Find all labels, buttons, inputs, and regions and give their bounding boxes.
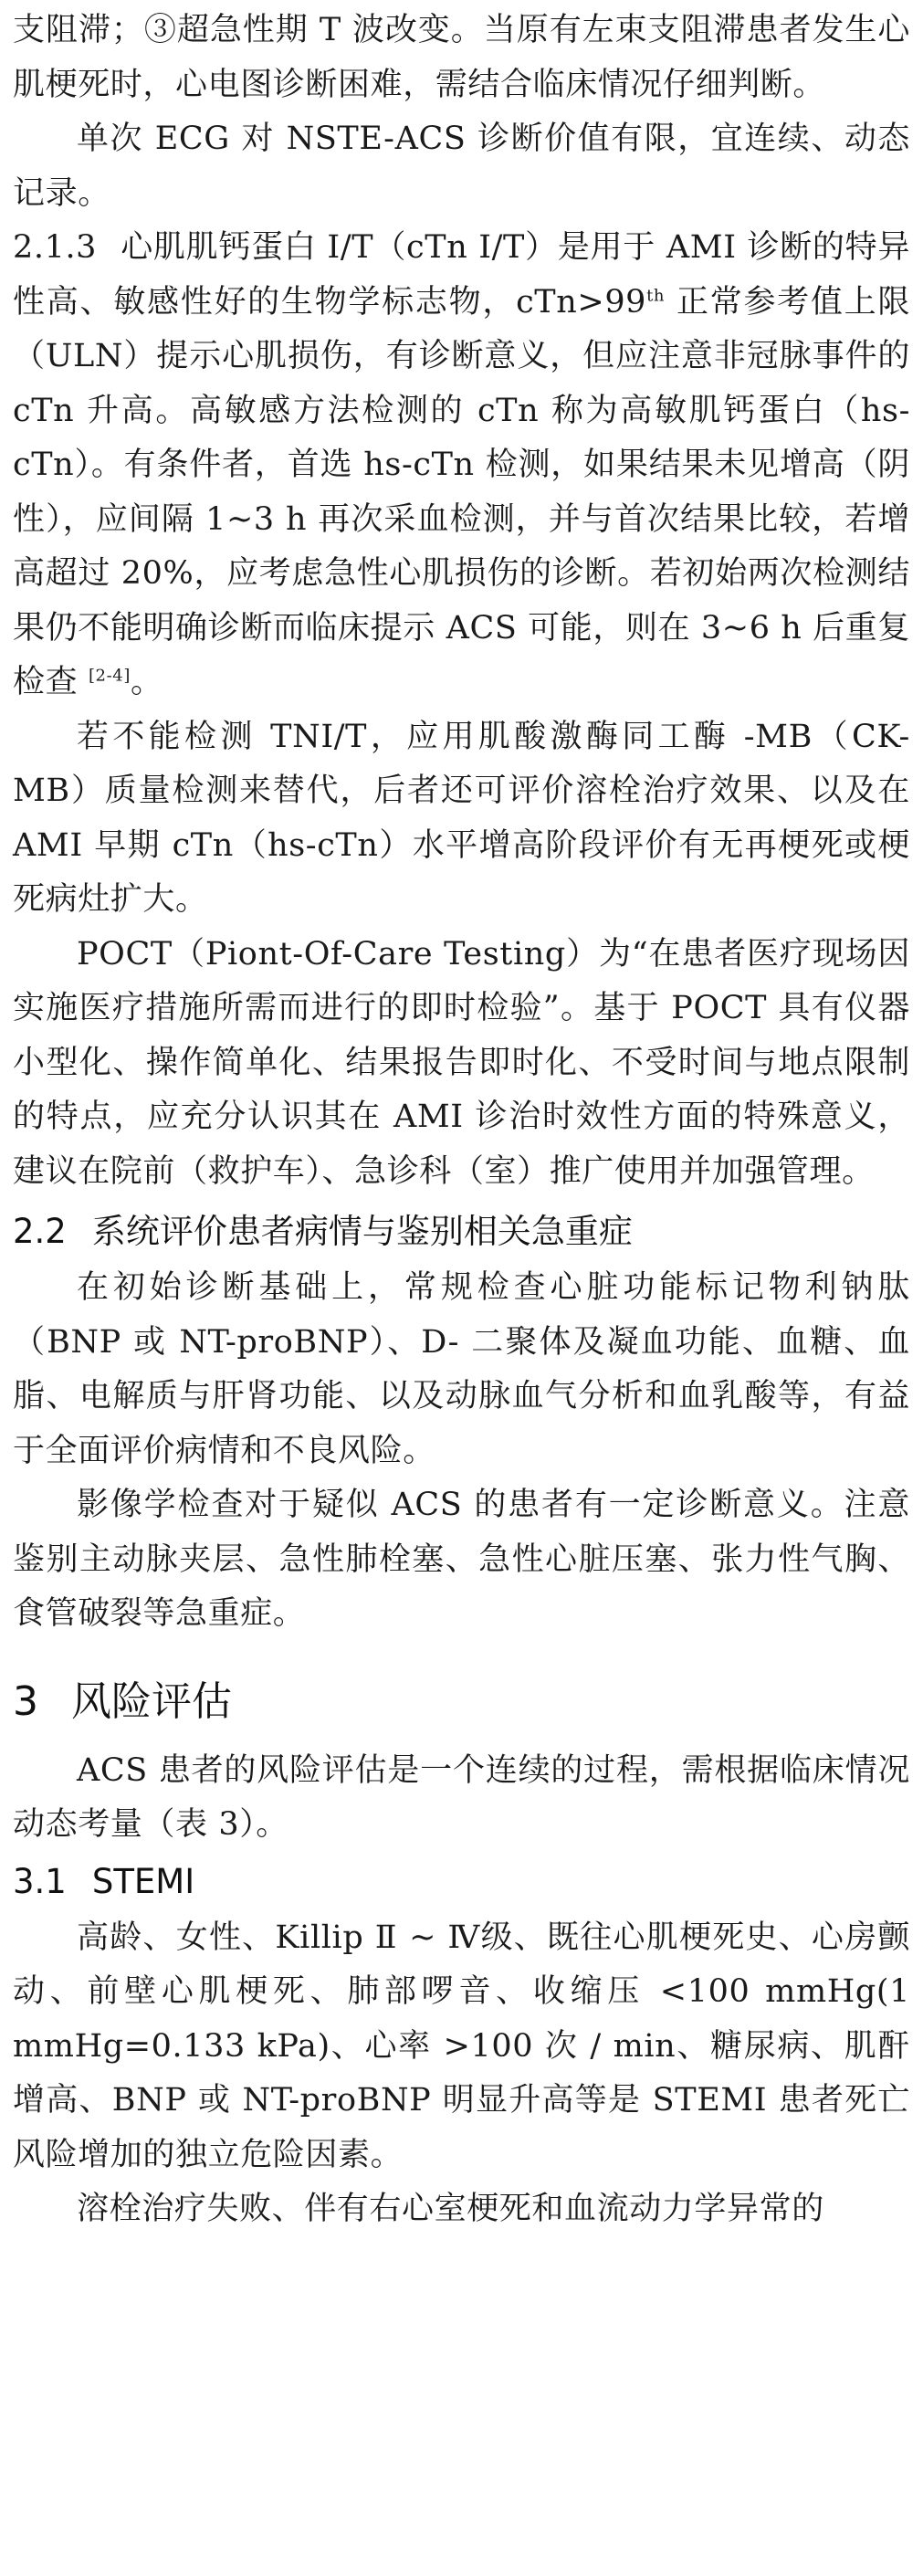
heading-3-number: 3 — [13, 1677, 38, 1725]
superscript-th: th — [646, 285, 666, 305]
paragraph-ctn-text-a: 心肌肌钙蛋白 I/T（cTn I/T）是用于 AMI 诊断的特异性高、敏感性好的生物学标志物，cTn>99 — [13, 229, 910, 321]
citation-2-4: [2-4] — [88, 666, 131, 686]
paragraph-lbbb-note: 支阻滞；③超急性期 T 波改变。当原有左束支阻滞患者发生心肌梗死时，心电图诊断困难，需结合临床情况仔细判断。 — [13, 12, 910, 103]
paragraph-ctn-text-c: 。 — [130, 664, 163, 700]
heading-3-title: 风险评估 — [71, 1677, 232, 1725]
paragraph-ecg-note: 单次 ECG 对 NSTE-ACS 诊断价值有限，宜连续、动态记录。 — [13, 121, 910, 212]
paragraph-markers: 在初始诊断基础上，常规检查心脏功能标记物利钠肽（BNP 或 NT-proBNP）、D- 二聚体及凝血功能、血糖、血脂、电解质与肝肾功能、以及动脉血气分析和血乳酸等，有益于全面评价病情和不良风险。 — [13, 1269, 910, 1469]
paragraph-thrombolysis: 溶栓治疗失败、伴有右心室梗死和血流动力学异常的 — [77, 2191, 824, 2227]
heading-2-2 — [13, 1203, 910, 1261]
paragraph-imaging: 影像学检查对于疑似 ACS 的患者有一定诊断意义。注意鉴别主动脉夹层、急性肺栓塞、急性心脏压塞、张力性气胸、食管破裂等急重症。 — [13, 1487, 910, 1632]
paragraph-ctn — [13, 221, 910, 710]
section-number-2-1-3: 2.1.3 — [13, 229, 98, 266]
heading-3-1-number: 3.1 — [13, 1861, 67, 1901]
heading-2-2-number: 2.2 — [13, 1212, 67, 1251]
heading-3 — [13, 1669, 910, 1735]
heading-3-1-title: STEMI — [91, 1861, 195, 1901]
heading-3-1 — [13, 1853, 910, 1911]
paragraph-stemi-risk: 高龄、女性、Killip Ⅱ ~ Ⅳ级、既往心肌梗死史、心房颤动、前壁心肌梗死、肺部啰音、收缩压 <100 mmHg(1 mmHg=0.133 kPa)、心率 >100 次 / min、糖尿病、肌酐增高、BNP 或 NT-proBNP 明显升高等是 STEMI 患者死亡风险增加的独立危险因素。 — [13, 1919, 910, 2173]
heading-2-2-title: 系统评价患者病情与鉴别相关急重症 — [91, 1212, 633, 1251]
paragraph-ctn-text-b: 正常参考值上限（ULN）提示心肌损伤，有诊断意义，但应注意非冠脉事件的 cTn 升高。高敏感方法检测的 cTn 称为高敏肌钙蛋白（hs-cTn）。有条件者，首选 hs-cTn 检测，如果结果未见增高（阴性），应间隔 1~3 h 再次采血检测，并与首次结果比较，若增高超过 20%，应考虑急性心肌损伤的诊断。若初始两次检测结果仍不能明确诊断而临床提示 ACS 可能，则在 3~6 h 后重复检查 — [13, 283, 910, 700]
paragraph-ckmb: 若不能检测 TNI/T，应用肌酸激酶同工酶 -MB（CK-MB）质量检测来替代，后者还可评价溶栓治疗效果、以及在 AMI 早期 cTn（hs-cTn）水平增高阶段评价有无再梗死或梗死病灶扩大。 — [13, 718, 910, 918]
paragraph-poct: POCT（Piont-Of-Care Testing）为“在患者医疗现场因实施医疗措施所需而进行的即时检验”。基于 POCT 具有仪器小型化、操作简单化、结果报告即时化、不受时间与地点限制的特点，应充分认识其在 AMI 诊治时效性方面的特殊意义，建议在院前（救护车）、急诊科（室）推广使用并加强管理。 — [13, 935, 910, 1190]
paragraph-risk-assessment: ACS 患者的风险评估是一个连续的过程，需根据临床情况动态考量（表 3）。 — [13, 1751, 910, 1843]
